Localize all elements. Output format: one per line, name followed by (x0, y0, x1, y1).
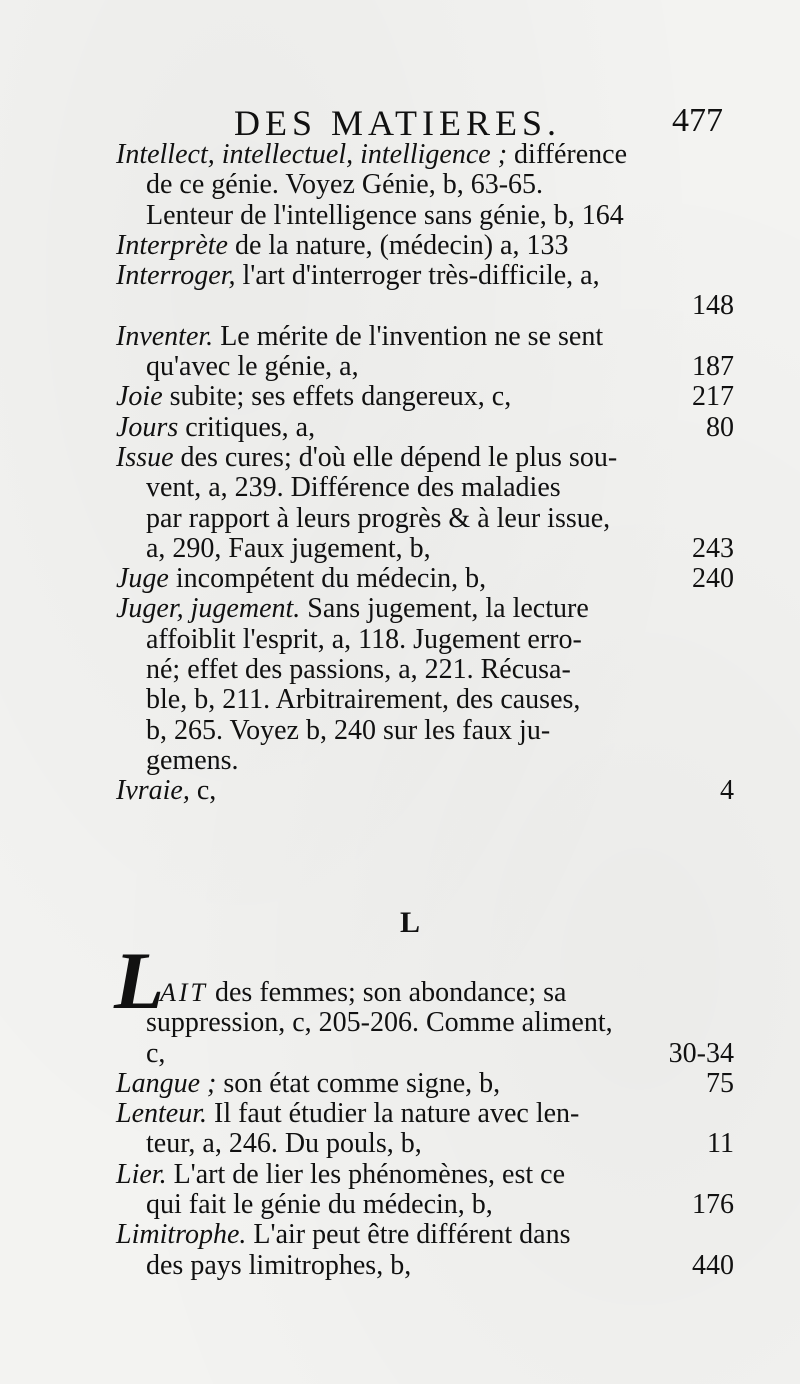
index-line (0, 291, 800, 321)
entry-text: ble, b, 211. Arbitrairement, des causes, (146, 684, 581, 716)
entry-text: qui fait le génie du médecin, b, (146, 1189, 493, 1221)
index-line (0, 1039, 800, 1069)
index-line (0, 413, 800, 443)
entry-headword: Ivraie, (116, 775, 190, 807)
entry-text: subite; ses effets dangereux, c, (162, 381, 512, 413)
entry-page-ref: 187 (692, 351, 734, 383)
index-line (0, 201, 800, 231)
entry-text: incompétent du médecin, b, (168, 563, 487, 595)
running-title: DES MATIERES. (234, 103, 562, 143)
index-line (0, 261, 800, 291)
index-line (0, 382, 800, 412)
entry-text: c, (146, 1037, 166, 1069)
entry-text: teur, a, 246. Du pouls, b, (146, 1128, 422, 1160)
index-line (0, 1129, 800, 1159)
index-line (0, 776, 800, 806)
entry-headword: Lier. (116, 1158, 167, 1190)
index-line (0, 1008, 800, 1038)
index-line (0, 1190, 800, 1220)
entry-text: Lenteur de l'intelligence sans génie, b, 164 (146, 199, 624, 231)
entry-text: de la nature, (médecin) a, 133 (227, 229, 569, 261)
entry-text: des pays limitrophes, b, (146, 1249, 412, 1281)
entry-page-ref: 30-34 (668, 1037, 734, 1069)
section-letter: L (400, 906, 421, 939)
index-entries-l (0, 978, 800, 1281)
entry-text: b, 265. Voyez b, 240 sur les faux ju- (146, 714, 551, 746)
index-line (0, 1069, 800, 1099)
entry-text: a, 290, Faux jugement, b, (146, 532, 431, 564)
entry-text: des femmes; son abondance; sa (208, 977, 567, 1008)
entry-headword: Interprète (116, 229, 228, 261)
entry-page-ref: 148 (692, 290, 734, 322)
entry-page-ref: 11 (707, 1128, 734, 1160)
entry-text: L'air peut être différent dans (246, 1219, 571, 1251)
index-line (0, 140, 800, 170)
page-header (0, 102, 800, 142)
index-line (0, 1160, 800, 1190)
entry-text: qu'avec le génie, a, (146, 351, 359, 383)
entry-headword: Intellect, intellectuel, intelligence ; (116, 139, 508, 170)
entry-page-ref: 217 (692, 381, 734, 413)
index-line (0, 978, 800, 1008)
entry-text: des cures; d'où elle dépend le plus sou- (173, 441, 618, 473)
entry-headword: Juge (116, 563, 169, 595)
entry-headword: Inventer. (116, 320, 214, 352)
index-line (0, 1220, 800, 1250)
index-line (0, 746, 800, 776)
entry-text: de ce génie. Voyez Génie, b, 63-65. (146, 169, 544, 201)
entry-text: Sans jugement, la lecture (300, 593, 589, 625)
entry-text: différence (507, 139, 628, 170)
index-line (0, 473, 800, 503)
page-number: 477 (672, 102, 723, 139)
index-line (0, 1099, 800, 1129)
entry-headword: Jours (116, 411, 179, 443)
entry-text: Il faut étudier la nature avec len- (207, 1098, 580, 1130)
index-line (0, 534, 800, 564)
drop-cap-letter: L (114, 935, 165, 1026)
entry-text: né; effet des passions, a, 221. Récusa- (146, 654, 571, 686)
index-line (0, 504, 800, 534)
entry-text: affoiblit l'esprit, a, 118. Jugement erro- (146, 623, 582, 655)
entry-headword: Interroger, (116, 260, 236, 292)
entry-page-ref: 176 (692, 1189, 734, 1221)
index-line (0, 1251, 800, 1281)
index-line (0, 564, 800, 594)
entry-page-ref: 80 (706, 411, 734, 443)
entry-text: vent, a, 239. Différence des maladies (146, 472, 561, 504)
entry-page-ref: 440 (692, 1249, 734, 1281)
index-line (0, 352, 800, 382)
entry-text: l'art d'interroger très-difficile, a, (235, 260, 600, 292)
entry-page-ref: 75 (706, 1067, 734, 1099)
entry-text: suppression, c, 205-206. Comme aliment, (146, 1007, 613, 1039)
entry-page-ref: 4 (720, 775, 734, 807)
entry-headword: Juger, jugement. (116, 593, 301, 625)
index-line (0, 170, 800, 200)
index-line (0, 231, 800, 261)
entry-headword: Langue ; (116, 1067, 217, 1099)
index-entries-i (0, 140, 800, 807)
entry-headword: Lenteur. (116, 1098, 207, 1130)
index-line (0, 655, 800, 685)
index-line (0, 443, 800, 473)
entry-text: par rapport à leurs progrès & à leur issue, (146, 502, 611, 534)
index-line (0, 625, 800, 655)
entry-text: Le mérite de l'invention ne se sent (213, 320, 604, 352)
entry-text: son état comme signe, b, (216, 1067, 501, 1099)
index-line (0, 322, 800, 352)
entry-headword: Issue (116, 441, 174, 473)
entry-headword: Limitrophe. (116, 1219, 247, 1251)
index-line (0, 716, 800, 746)
entry-text: critiques, a, (178, 411, 316, 443)
entry-headword: Joie (116, 381, 163, 413)
entry-text: c, (189, 775, 217, 807)
drop-cap-rest: AIT (160, 978, 208, 1007)
index-line (0, 685, 800, 715)
entry-text: L'art de lier les phénomènes, est ce (166, 1158, 566, 1190)
entry-page-ref: 243 (692, 532, 734, 564)
entry-page-ref: 240 (692, 563, 734, 595)
index-line (0, 594, 800, 624)
entry-text: gemens. (146, 744, 239, 776)
